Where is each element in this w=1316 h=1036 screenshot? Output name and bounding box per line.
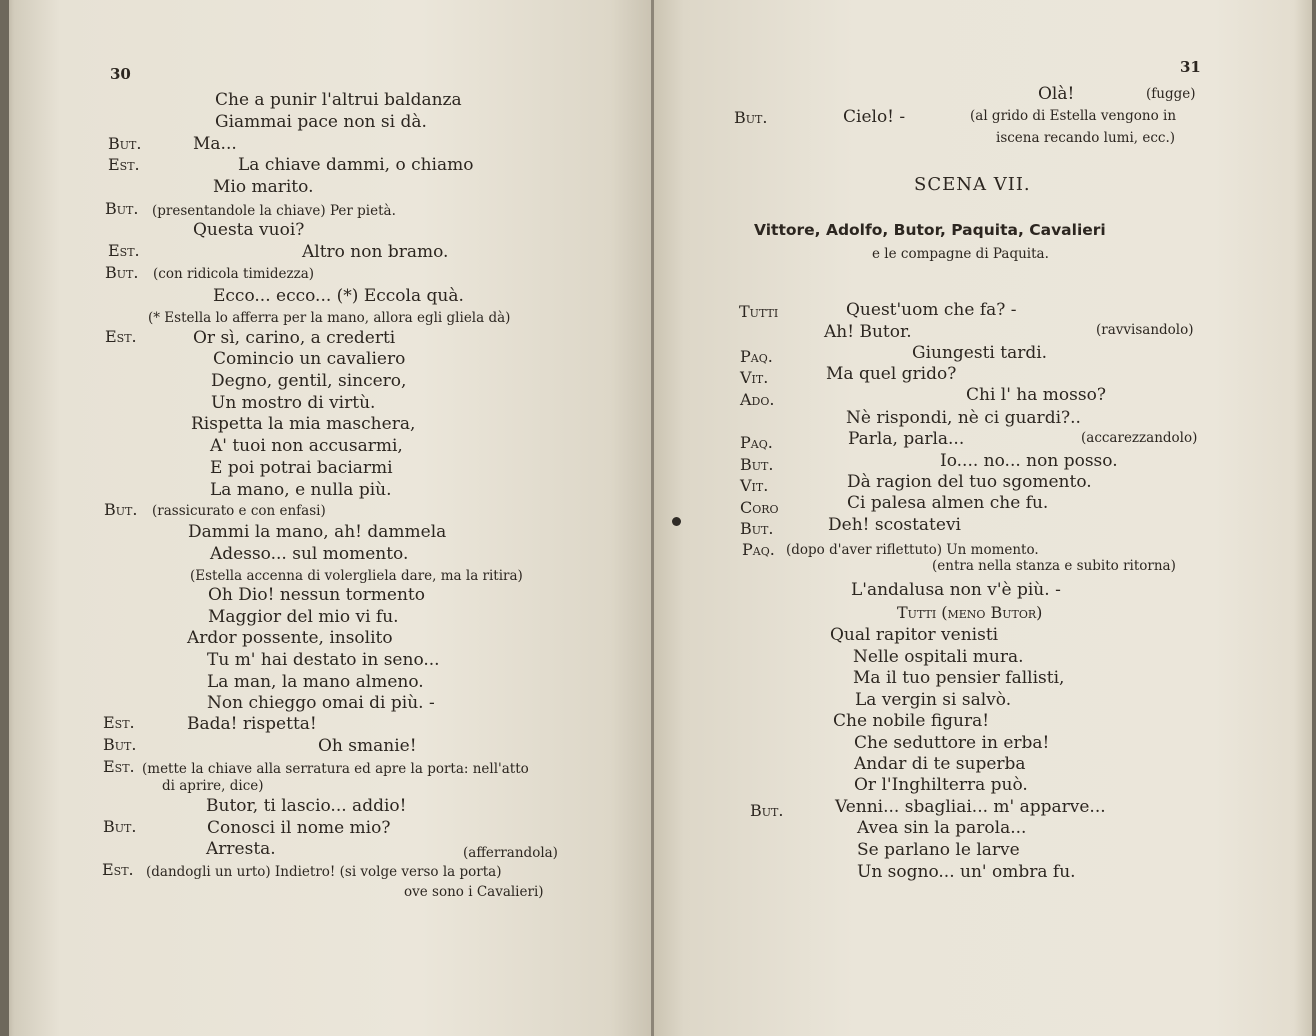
chorus-label: Tutti (meno Butor) <box>897 603 1043 622</box>
page-number: 31 <box>1180 58 1201 76</box>
page-edge <box>0 0 9 1036</box>
speaker-label: But. <box>734 108 768 127</box>
stage-direction: (con ridicola timidezza) <box>153 266 315 282</box>
speaker-label: But. <box>103 735 137 754</box>
left-page <box>0 0 654 1036</box>
speaker-label: Vit. <box>740 368 769 387</box>
stage-direction: (mette la chiave alla serratura ed apre la porta: nell'atto <box>142 761 529 777</box>
speaker-label: Est. <box>103 713 135 732</box>
verse-line: Che seduttore in erba! <box>854 733 1050 753</box>
stage-direction: iscena recando lumi, ecc.) <box>996 130 1176 146</box>
stage-direction: (dopo d'aver riflettuto) Un momento. <box>786 542 1039 558</box>
stage-direction: di aprire, dice) <box>162 778 264 794</box>
right-page <box>654 0 1316 1036</box>
speaker-label: Paq. <box>740 433 773 452</box>
verse-line: Deh! scostatevi <box>828 515 961 535</box>
verse-line: Dammi la mano, ah! dammela <box>188 522 447 542</box>
page-edge <box>1312 0 1316 1036</box>
speaker-label: Tutti <box>739 302 779 321</box>
verse-line: Maggior del mio vi fu. <box>208 607 399 627</box>
verse-line: Giammai pace non si dà. <box>215 112 427 132</box>
verse-line: Quest'uom che fa? - <box>846 300 1017 320</box>
verse-line: Che nobile figura! <box>833 711 990 731</box>
verse-line: La man, la mano almeno. <box>207 672 424 692</box>
verse-line: Adesso... sul momento. <box>210 544 409 564</box>
speaker-label: Est. <box>102 860 134 879</box>
stage-direction: (* Estella lo afferra per la mano, allora egli gliela dà) <box>148 310 511 326</box>
verse-line: La vergin si salvò. <box>855 690 1012 710</box>
characters-list: Vittore, Adolfo, Butor, Paquita, Cavalieri <box>754 221 1106 239</box>
speaker-label: But. <box>740 519 774 538</box>
verse-line: Degno, gentil, sincero, <box>211 371 407 391</box>
verse-line: Andar di te superba <box>854 754 1026 774</box>
verse-line: Mio marito. <box>213 177 314 197</box>
verse-line: Se parlano le larve <box>857 840 1020 860</box>
stage-direction: (fugge) <box>1146 86 1196 102</box>
verse-line: Rispetta la mia maschera, <box>191 414 416 434</box>
speaker-label: Paq. <box>740 347 773 366</box>
verse-line: Arresta. <box>206 839 276 859</box>
speaker-label: Est. <box>108 241 140 260</box>
stage-direction: (ravvisandolo) <box>1096 322 1194 338</box>
verse-line: Avea sin la parola... <box>857 818 1027 838</box>
speaker-label: But. <box>103 817 137 836</box>
verse-line: Ma il tuo pensier fallisti, <box>853 668 1065 688</box>
verse-line: Ardor possente, insolito <box>187 628 393 648</box>
speaker-label: But. <box>750 801 784 820</box>
speaker-label: But. <box>108 134 142 153</box>
verse-line: Comincio un cavaliero <box>213 349 406 369</box>
verse-line: Oh smanie! <box>318 736 417 756</box>
speaker-label: Est. <box>103 757 135 776</box>
verse-line: Nelle ospitali mura. <box>853 647 1024 667</box>
verse-line: Ah! Butor. <box>824 322 912 342</box>
ink-spot <box>672 517 681 526</box>
verse-line: Altro non bramo. <box>302 242 449 262</box>
verse-line: Non chieggo omai di più. - <box>207 693 435 713</box>
verse-line: Chi l' ha mosso? <box>966 385 1106 405</box>
verse-line: Questa vuoi? <box>193 220 305 240</box>
speaker-label: But. <box>104 500 138 519</box>
speaker-label: Paq. <box>742 540 775 559</box>
verse-line: Butor, ti lascio... addio! <box>206 796 407 816</box>
stage-direction: (rassicurato e con enfasi) <box>152 503 326 519</box>
verse-line: Un sogno... un' ombra fu. <box>857 862 1076 882</box>
verse-line: Parla, parla... <box>848 429 965 449</box>
speaker-label: Est. <box>105 327 137 346</box>
speaker-label: Coro <box>740 498 779 517</box>
verse-line: E poi potrai baciarmi <box>210 458 393 478</box>
stage-direction: (afferrandola) <box>463 845 558 861</box>
verse-line: Ecco... ecco... (*) Eccola quà. <box>213 286 464 306</box>
verse-line: Nè rispondi, nè ci guardi?.. <box>846 408 1081 428</box>
verse-line: Bada! rispetta! <box>187 714 317 734</box>
verse-line: Tu m' hai destato in seno... <box>207 650 440 670</box>
characters-subtitle: e le compagne di Paquita. <box>872 246 1049 262</box>
verse-line: Dà ragion del tuo sgomento. <box>847 472 1092 492</box>
verse-line: Un mostro di virtù. <box>211 393 376 413</box>
verse-line: Io.... no... non posso. <box>940 451 1118 471</box>
verse-line: Conosci il nome mio? <box>207 818 391 838</box>
verse-line: Or l'Inghilterra può. <box>854 775 1028 795</box>
stage-direction: (accarezzandolo) <box>1081 430 1198 446</box>
stage-direction: (dandogli un urto) Indietro! (si volge verso la porta) <box>146 864 502 880</box>
verse-line: Cielo! - <box>843 107 906 127</box>
speaker-label: Est. <box>108 155 140 174</box>
verse-line: Oh Dio! nessun tormento <box>208 585 425 605</box>
speaker-label: Vit. <box>740 476 769 495</box>
stage-direction: (presentandole la chiave) Per pietà. <box>152 203 396 219</box>
stage-direction: (Estella accenna di volergliela dare, ma la ritira) <box>190 568 523 584</box>
speaker-label: Ado. <box>740 390 775 409</box>
verse-line: Che a punir l'altrui baldanza <box>215 90 462 110</box>
verse-line: Ma quel grido? <box>826 364 957 384</box>
stage-direction: (al grido di Estella vengono in <box>970 108 1177 124</box>
verse-line: A' tuoi non accusarmi, <box>210 436 403 456</box>
page-number: 30 <box>110 65 131 83</box>
verse-line: L'andalusa non v'è più. - <box>851 580 1061 600</box>
speaker-label: But. <box>740 455 774 474</box>
stage-direction: ove sono i Cavalieri) <box>404 884 544 900</box>
stage-direction: (entra nella stanza e subito ritorna) <box>932 558 1176 574</box>
speaker-label: But. <box>105 263 139 282</box>
verse-line: Venni... sbagliai... m' apparve... <box>835 797 1106 817</box>
speaker-label: But. <box>105 199 139 218</box>
scene-title: SCENA VII. <box>914 174 1031 195</box>
verse-line: Or sì, carino, a crederti <box>193 328 396 348</box>
verse-line: Olà! <box>1038 84 1075 104</box>
verse-line: La chiave dammi, o chiamo <box>238 155 474 175</box>
verse-line: Ci palesa almen che fu. <box>847 493 1049 513</box>
verse-line: Qual rapitor venisti <box>830 625 999 645</box>
verse-line: Ma... <box>193 134 237 154</box>
verse-line: Giungesti tardi. <box>912 343 1048 363</box>
verse-line: La mano, e nulla più. <box>210 480 392 500</box>
